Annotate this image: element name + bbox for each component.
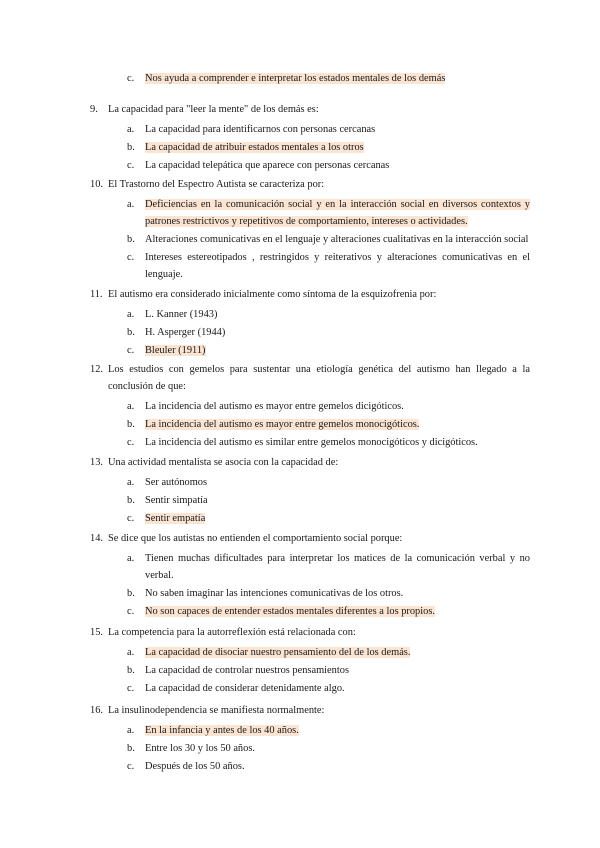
question-number: 16. [90,705,103,716]
option-letter: b. [127,234,135,245]
option-letter: b. [127,419,135,430]
option-b [127,740,530,757]
option-text: Ser autónomos [145,477,208,488]
option-text-highlighted: En la infancia y antes de los 40 años. [145,725,299,736]
option-letter: c. [127,345,135,356]
question-number: 9. [90,104,98,115]
option-text: La capacidad para identificarnos con personas cercanas [145,124,376,135]
option-text: La capacidad de controlar nuestros pensamientos [145,665,349,676]
option-c [127,758,530,775]
option-letter: c. [127,606,135,617]
option-text: Sentir simpatía [145,495,208,506]
question-text: Los estudios con gemelos para sustentar una etiología genética del autismo han llegado a la conclusión de que: [108,364,530,392]
question-11 [90,286,530,360]
option-text: L. Kanner (1943) [145,309,218,320]
option-text-highlighted: La capacidad de atribuir estados mentales a los otros [145,142,364,153]
option-b [127,231,530,248]
question-text: El Trastorno del Espectro Autista se caracteriza por: [108,179,325,190]
question-15 [90,624,530,698]
option-c [127,434,530,451]
option-c [127,510,530,527]
option-letter: c. [127,513,135,524]
option-text: Intereses estereotipados , restringidos y reiterativos y alteraciones comunicativas en el lenguaje. [145,252,530,280]
option-b [127,492,530,509]
option-text: La incidencia del autismo es similar entre gemelos monocigóticos y dicigóticos. [145,437,478,448]
option-c [127,249,530,283]
option-letter: a. [127,124,135,135]
option-letter: a. [127,725,135,736]
option-letter: c. [127,73,135,84]
option-letter: c. [127,160,135,171]
option-a [127,196,530,230]
option-letter: c. [127,437,135,448]
option-letter: a. [127,199,135,210]
question-12 [90,361,530,452]
option-b [127,416,530,433]
question-number: 12. [90,364,103,375]
option-letter: b. [127,142,135,153]
option-text: No saben imaginar las intenciones comunicativas de los otros. [145,588,404,599]
option-letter: b. [127,327,135,338]
question-number: 11. [90,289,103,300]
carryover-option [90,70,530,88]
option-text-highlighted: La incidencia del autismo es mayor entre gemelos monocigóticos. [145,419,420,430]
option-letter: a. [127,309,135,320]
option-letter: c. [127,761,135,772]
option-b [127,324,530,341]
option-b [127,662,530,679]
option-letter: b. [127,495,135,506]
option-text-highlighted: Nos ayuda a comprender e interpretar los estados mentales de los demás [145,73,446,84]
option-a [127,306,530,323]
option-a [127,121,530,138]
option-c [127,342,530,359]
option-letter: c. [127,683,135,694]
option-c [127,157,530,174]
option-text-highlighted: La capacidad de disociar nuestro pensamiento del de los demás. [145,647,411,658]
option-text: La capacidad telepática que aparece con personas cercanas [145,160,390,171]
option-text: La incidencia del autismo es mayor entre gemelos dicigóticos. [145,401,404,412]
option-text-highlighted: No son capaces de entender estados mentales diferentes a los propios. [145,606,435,617]
question-text: La competencia para la autorreflexión está relacionada con: [108,627,356,638]
question-number: 14. [90,533,103,544]
option-text: Alteraciones comunicativas en el lenguaje y alteraciones cualitativas en la interacción social [145,234,529,245]
option-letter: a. [127,647,135,658]
option-b [127,139,530,156]
option-text: Tienen muchas dificultades para interpretar los matices de la comunicación verbal y no verbal. [145,553,530,581]
option-a [127,722,530,739]
option-a [127,474,530,491]
option-letter: b. [127,743,135,754]
option-c [127,680,530,697]
question-10 [90,176,530,284]
question-14 [90,530,530,621]
option-text: Después de los 50 años. [145,761,245,772]
option-letter: b. [127,588,135,599]
option-text: La capacidad de considerar detenidamente algo. [145,683,345,694]
question-text: La capacidad para "leer la mente" de los demás es: [108,104,319,115]
option-text: Entre los 30 y los 50 años. [145,743,255,754]
option-a [127,398,530,415]
option-c [127,70,530,87]
option-text-highlighted: Sentir empatía [145,513,206,524]
option-letter: a. [127,401,135,412]
question-text: Se dice que los autistas no entienden el comportamiento social porque: [108,533,403,544]
question-number: 15. [90,627,103,638]
question-9 [90,101,530,175]
question-16 [90,702,530,776]
question-number: 13. [90,457,103,468]
question-13 [90,454,530,528]
option-a [127,550,530,584]
option-a [127,644,530,661]
question-text: Una actividad mentalista se asocia con la capacidad de: [108,457,339,468]
option-letter: a. [127,553,135,564]
question-text: La insulinodependencia se manifiesta normalmente: [108,705,325,716]
option-letter: a. [127,477,135,488]
question-number: 10. [90,179,103,190]
option-b [127,585,530,602]
option-text: H. Asperger (1944) [145,327,226,338]
option-c [127,603,530,620]
option-text-highlighted: Bleuler (1911) [145,345,206,356]
question-text: El autismo era considerado inicialmente como síntoma de la esquizofrenia por: [108,289,437,300]
option-letter: b. [127,665,135,676]
option-letter: c. [127,252,135,263]
option-text-highlighted: Deficiencias en la comunicación social y en la interacción social en diversos contextos y patrones restrictivos y repetitivos de comportamiento, intereses o actividades. [145,199,530,227]
